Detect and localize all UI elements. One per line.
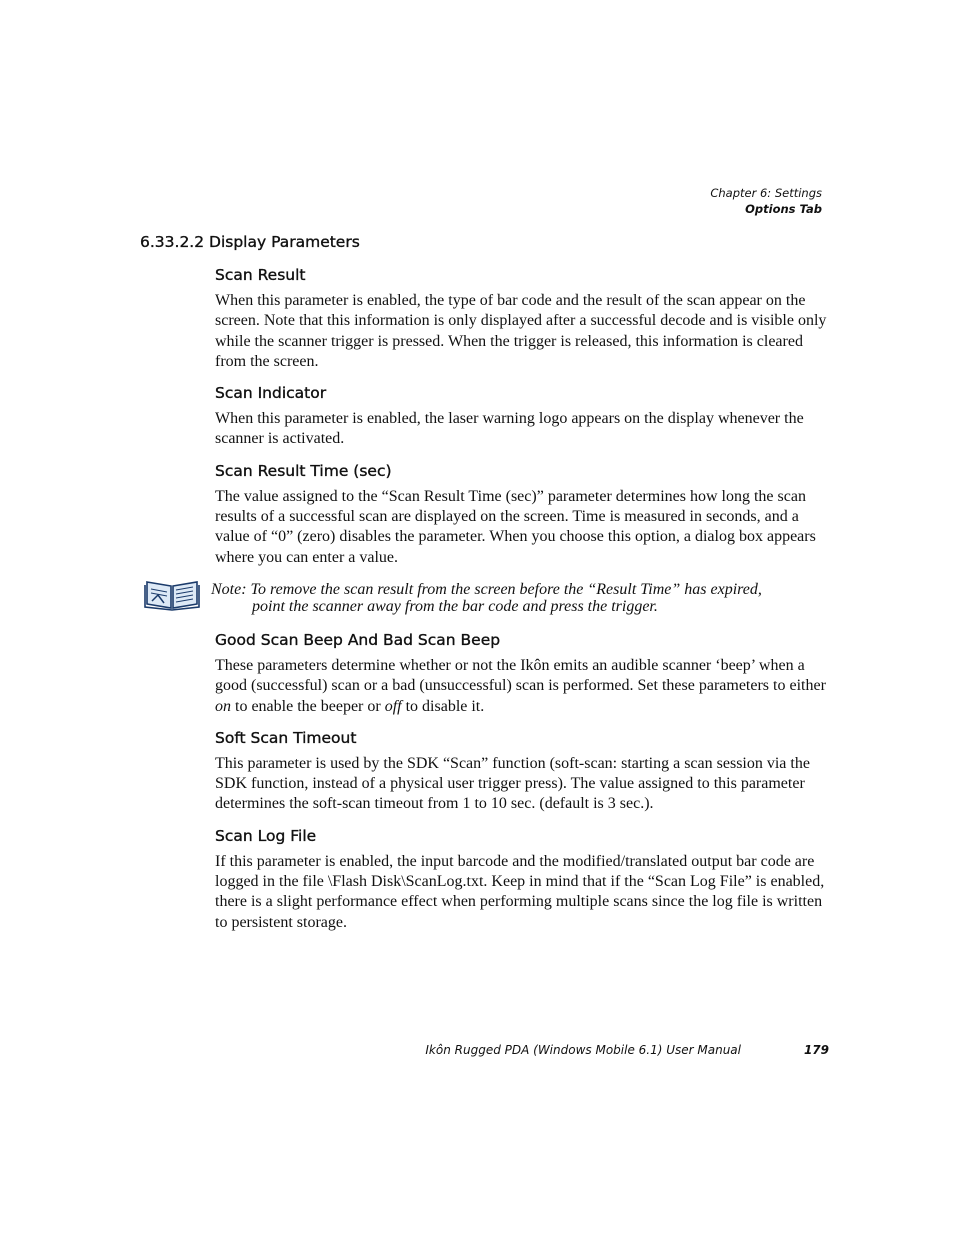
scan-indicator-heading: Scan Indicator [215, 384, 327, 403]
beep-text-end: to disable it. [401, 697, 485, 715]
soft-scan-timeout-text: This parameter is used by the SDK “Scan” function (soft-scan: starting a scan session via the SDK function, instead of a physical user trigger press). The value assigned to this parameter determines the soft-scan timeout from 1 to 10 sec. (default is 3 sec.). [215, 754, 810, 813]
scan-indicator-text: When this parameter is enabled, the laser warning logo appears on the display whenever the scanner is activated. [215, 410, 804, 448]
section-label: Options Tab [745, 202, 822, 216]
note-text-line1: Note: To remove the scan result from the screen before the “Result Time” has expired, [211, 580, 762, 598]
note-callout [211, 580, 830, 616]
scan-result-block [215, 265, 830, 372]
scan-indicator-block [215, 383, 830, 450]
beep-off-term: off [384, 697, 402, 715]
beep-on-term: on [215, 697, 231, 715]
scan-result-text: When this parameter is enabled, the type of bar code and the result of the scan appear on the screen. Note that this information is only displayed after a successful decode and is visible only while the scanner trigger is pressed. When the trigger is released, this information is cleared from the screen. [215, 292, 827, 370]
scan-log-file-block [215, 826, 830, 933]
running-header [710, 185, 822, 217]
scan-result-heading: Scan Result [215, 266, 306, 284]
scan-result-time-heading: Scan Result Time (sec) [215, 461, 392, 480]
content-body [211, 265, 830, 944]
section-title: 6.33.2.2 Display Parameters [140, 233, 360, 251]
scan-result-time-block [215, 461, 830, 568]
scan-result-time-text: The value assigned to the “Scan Result Time (sec)” parameter determines how long the scan results of a successful scan are displayed on the screen. Time is measured in seconds, and a value of “0” (zero) disables the parameter. When you choose this option, a dialog box appears where you can enter a value. [215, 487, 816, 566]
beep-heading: Good Scan Beep And Bad Scan Beep [215, 630, 501, 649]
chapter-label: Chapter 6: Settings [710, 186, 822, 200]
beep-text [215, 656, 830, 717]
manual-title: Ikôn Rugged PDA (Windows Mobile 6.1) User Manual [425, 1043, 741, 1057]
beep-block [215, 630, 830, 717]
scan-log-file-heading: Scan Log File [215, 826, 317, 845]
beep-text-middle: to enable the beeper or [231, 697, 385, 715]
scan-log-file-text: If this parameter is enabled, the input barcode and the modified/translated output bar code are logged in the file \Flash Disk\ScanLog.txt. Keep in mind that if the “Scan Log File” is enabled, there is a slight performance effect when performing multiple scans since the log file is written to persistent storage. [215, 852, 825, 931]
note-text-line2: point the scanner away from the bar code and press the trigger. [252, 598, 658, 616]
open-book-icon [144, 577, 200, 611]
soft-scan-timeout-heading: Soft Scan Timeout [215, 728, 357, 747]
page-number: 179 [803, 1043, 829, 1057]
beep-text-start: These parameters determine whether or not the Ikôn emits an audible scanner ‘beep’ when a good (successful) scan or a bad (unsuccessful) scan is performed. Set these parameters to either [215, 656, 826, 695]
soft-scan-timeout-block [215, 728, 830, 815]
